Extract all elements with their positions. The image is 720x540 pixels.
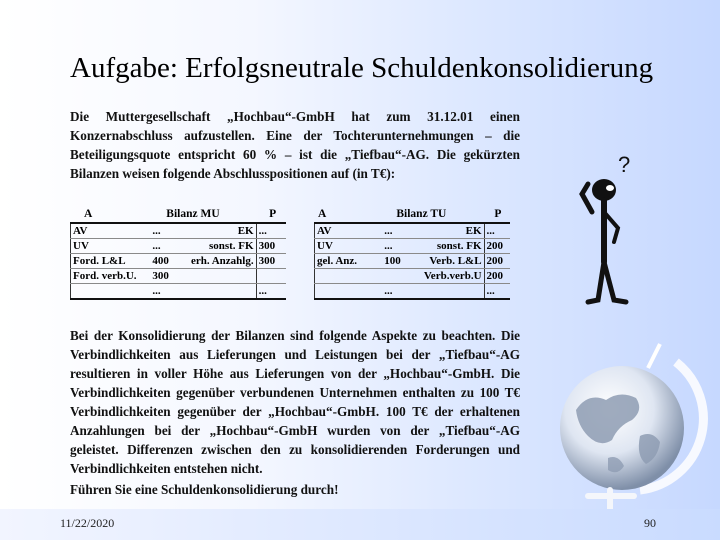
balance-row [315, 254, 511, 269]
assets-label: A [318, 208, 327, 220]
balance-cell: AV [71, 223, 151, 239]
task-paragraph [70, 326, 520, 499]
balance-cell: gel. Anz. [315, 254, 383, 269]
balance-sheet-tu [314, 206, 510, 300]
balance-cell: 200 [484, 254, 510, 269]
liabilities-label: P [269, 208, 277, 220]
balance-cell: sonst. FK [410, 239, 484, 254]
globe-icon [548, 340, 708, 520]
balance-cell: UV [315, 239, 383, 254]
balance-cell: Ford. L&L [71, 254, 151, 269]
balance-sheet-title: Bilanz TU [396, 208, 447, 220]
task-description: Bei der Konsolidierung der Bilanzen sind folgende Aspekte zu beachten. Die Verbindlichkeiten aus Lieferungen und Leistungen bei der „Tiefbau“-AG resultieren in voller Höhe aus Lieferungen von der „Hochbau“-GmbH. Die Verbindlichkeiten gegenüber verbundenen Unternehmen enthalten zu 100 T€ Verbindlichkeiten gegenüber der „Hochbau“-GmbH. 100 T€ der erhaltenen Anzahlungen bei der „Hochbau“-GmbH wurden von der „Tiefbau“-AG geleistet. Differenzen zwischen den zu konsolidierenden Forderungen und Verbindlichkeiten entstehen nicht. [70, 328, 520, 476]
balance-cell: 300 [256, 254, 286, 269]
balance-cell [315, 284, 383, 300]
balance-cell: 100 [382, 254, 410, 269]
balance-cell: AV [315, 223, 383, 239]
balance-cell: ... [484, 284, 510, 300]
balance-cell: sonst. FK [178, 239, 256, 254]
task-instruction: Führen Sie eine Schuldenkonsolidierung durch! [70, 482, 339, 497]
balance-row [71, 254, 287, 269]
balance-cell [256, 269, 286, 284]
balance-cell: ... [382, 239, 410, 254]
balance-cell: ... [150, 239, 178, 254]
balance-row [315, 239, 511, 254]
balance-cell [382, 269, 410, 284]
balance-sheet-mu [70, 206, 286, 300]
balance-sheet-header [70, 206, 286, 222]
balance-table [314, 222, 510, 300]
balance-row [71, 284, 287, 300]
balance-cell: Verb. L&L [410, 254, 484, 269]
balance-row [315, 269, 511, 284]
balance-cell: 200 [484, 239, 510, 254]
balance-cell: ... [382, 284, 410, 300]
balance-cell: ... [256, 284, 286, 300]
balance-cell: ... [150, 284, 178, 300]
balance-cell [71, 284, 151, 300]
balance-cell: ... [150, 223, 178, 239]
balance-cell: ... [256, 223, 286, 239]
balance-cell: ... [484, 223, 510, 239]
balance-cell: 200 [484, 269, 510, 284]
balance-cell [315, 269, 383, 284]
footer-date: 11/22/2020 [60, 516, 115, 530]
balance-row [71, 223, 287, 239]
balance-row [315, 223, 511, 239]
liabilities-label: P [494, 208, 502, 220]
thinking-stick-figure-icon [574, 150, 654, 310]
question-mark: ? [618, 152, 631, 177]
page-number: 90 [644, 516, 656, 530]
balance-cell: UV [71, 239, 151, 254]
balance-cell: erh. Anzahlg. [178, 254, 256, 269]
slide-title: Aufgabe: Erfolgsneutrale Schuldenkonsolidierung [70, 52, 654, 84]
balance-row [71, 269, 287, 284]
balance-row [71, 239, 287, 254]
balance-sheet-title: Bilanz MU [166, 208, 220, 220]
balance-cell: EK [410, 223, 484, 239]
balance-cell [410, 284, 484, 300]
balance-cell [178, 269, 256, 284]
intro-paragraph: Die Muttergesellschaft „Hochbau“-GmbH hat zum 31.12.01 einen Konzernabschluss aufzustellen. Eine der Tochterunternehmungen – die Beteiligungsquote entspricht 60 % – ist die „Tiefbau“-AG. Die gekürzten Bilanzen weisen folgende Abschlusspositionen auf (in T€): [70, 109, 520, 181]
balance-cell: 300 [256, 239, 286, 254]
balance-cell: 400 [150, 254, 178, 269]
balance-row [315, 284, 511, 300]
balance-cell: Verb.verb.U [410, 269, 484, 284]
balance-cell: Ford. verb.U. [71, 269, 151, 284]
balance-cell: ... [382, 223, 410, 239]
balance-cell: 300 [150, 269, 178, 284]
balance-cell [178, 284, 256, 300]
balance-sheet-header [314, 206, 510, 222]
balance-table [70, 222, 286, 300]
assets-label: A [84, 208, 93, 220]
balance-cell: EK [178, 223, 256, 239]
